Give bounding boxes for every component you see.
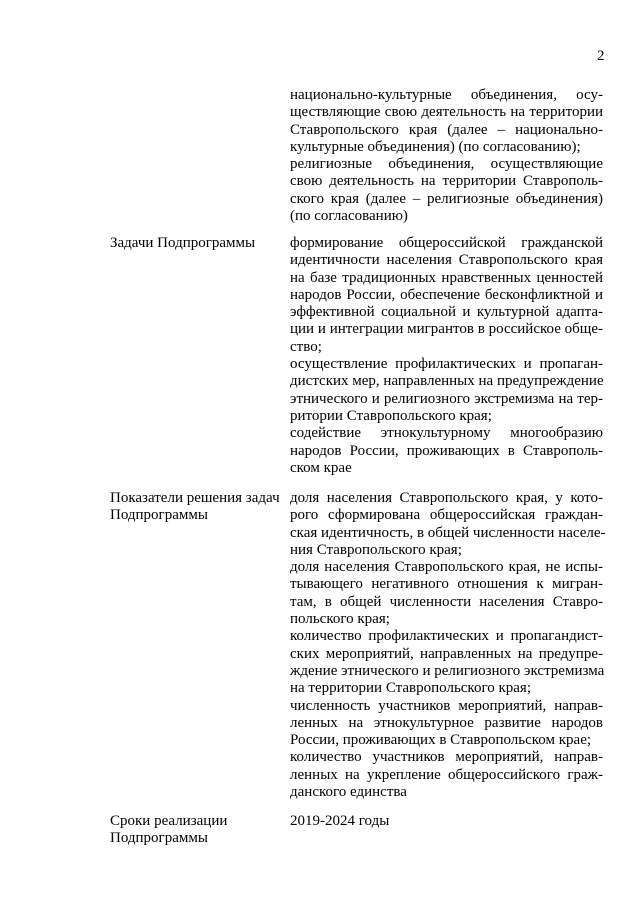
tasks-line: на базе традиционных нравственных ценностей bbox=[290, 269, 603, 286]
indicators-label-line: Подпрограммы bbox=[110, 507, 208, 524]
intro-text bbox=[290, 87, 603, 225]
page-number: 2 bbox=[597, 48, 605, 64]
tasks-label-line: Задачи Подпрограммы bbox=[110, 235, 256, 251]
indicators-line: количество участников мероприятий, направ- bbox=[290, 749, 603, 766]
indicators-label-line: Показатели решения задач bbox=[110, 490, 280, 506]
tasks-line: этнического и религиозного экстремизма на тер- bbox=[290, 390, 603, 407]
tasks-line: ритории Ставропольского края; bbox=[290, 407, 492, 424]
intro-line: ского края (далее – религиозные объединения) bbox=[290, 190, 603, 207]
tasks-line: идентичности населения Ставропольского края bbox=[290, 252, 603, 269]
timeline-line: 2019-2024 годы bbox=[290, 813, 390, 829]
tasks-line: ство; bbox=[290, 338, 322, 355]
indicators-line: численность участников мероприятий, направ- bbox=[290, 697, 603, 714]
indicators-label bbox=[110, 490, 280, 525]
intro-line: национально-культурные объединения, осу- bbox=[290, 87, 603, 103]
timeline-label bbox=[110, 813, 280, 848]
timeline-text bbox=[290, 813, 603, 830]
indicators-line: ская идентичность, в общей численности населе- bbox=[290, 524, 606, 541]
indicators-line: данского единства bbox=[290, 784, 407, 801]
indicators-text bbox=[290, 490, 606, 801]
intro-line: ществляющие свою деятельность на территории bbox=[290, 104, 603, 121]
indicators-line: доля населения Ставропольского края, у кото- bbox=[290, 490, 603, 506]
tasks-line: народов России, проживающих в Ставрополь- bbox=[290, 442, 603, 459]
timeline-label-line: Подпрограммы bbox=[110, 830, 208, 847]
indicators-line: там, в общей численности населения Ставро- bbox=[290, 593, 603, 610]
intro-line: культурные объединения) (по согласованию); bbox=[290, 138, 581, 155]
indicators-line: на территории Ставропольского края; bbox=[290, 680, 532, 697]
tasks-line: дистских мер, направленных на предупреждение bbox=[290, 373, 604, 390]
tasks-line: ции и интеграции мигрантов в российское обще- bbox=[290, 321, 603, 338]
tasks-line: осуществление профилактических и пропаган- bbox=[290, 356, 603, 373]
indicators-line: ских мероприятий, направленных на предупре- bbox=[290, 645, 603, 662]
tasks-line: формирование общероссийской гражданской bbox=[290, 235, 603, 251]
tasks-line: народов России, обеспечение бесконфликтной и bbox=[290, 286, 603, 303]
indicators-line: рого сформирована общероссийская граждан- bbox=[290, 507, 603, 524]
tasks-line: содействие этнокультурному многообразию bbox=[290, 425, 603, 442]
tasks-text bbox=[290, 235, 603, 477]
intro-line: религиозные объединения, осуществляющие bbox=[290, 156, 603, 173]
tasks-label bbox=[110, 235, 280, 252]
indicators-line: количество профилактических и пропагандист- bbox=[290, 628, 603, 645]
timeline-label-line: Сроки реализации bbox=[110, 813, 228, 829]
indicators-line: ленных на этнокультурное развитие народов bbox=[290, 714, 603, 731]
indicators-line: ния Ставропольского края; bbox=[290, 541, 462, 558]
tasks-line: ском крае bbox=[290, 459, 352, 476]
tasks-line: эффективной социальной и культурной адапта- bbox=[290, 304, 603, 321]
indicators-line: доля населения Ставропольского края, не испы- bbox=[290, 559, 603, 576]
intro-line: свою деятельность на территории Ставрополь- bbox=[290, 173, 603, 190]
indicators-line: России, проживающих в Ставропольском крае; bbox=[290, 732, 592, 749]
indicators-line: ждение этнического и религиозного экстремизма bbox=[290, 662, 605, 679]
indicators-line: польского края; bbox=[290, 611, 390, 628]
indicators-line: ленных на укрепление общероссийского граж- bbox=[290, 766, 603, 783]
indicators-line: тывающего негативного отношения к мигран- bbox=[290, 576, 603, 593]
intro-line: (по согласованию) bbox=[290, 208, 408, 225]
intro-line: Ставропольского края (далее – национально- bbox=[290, 121, 603, 138]
